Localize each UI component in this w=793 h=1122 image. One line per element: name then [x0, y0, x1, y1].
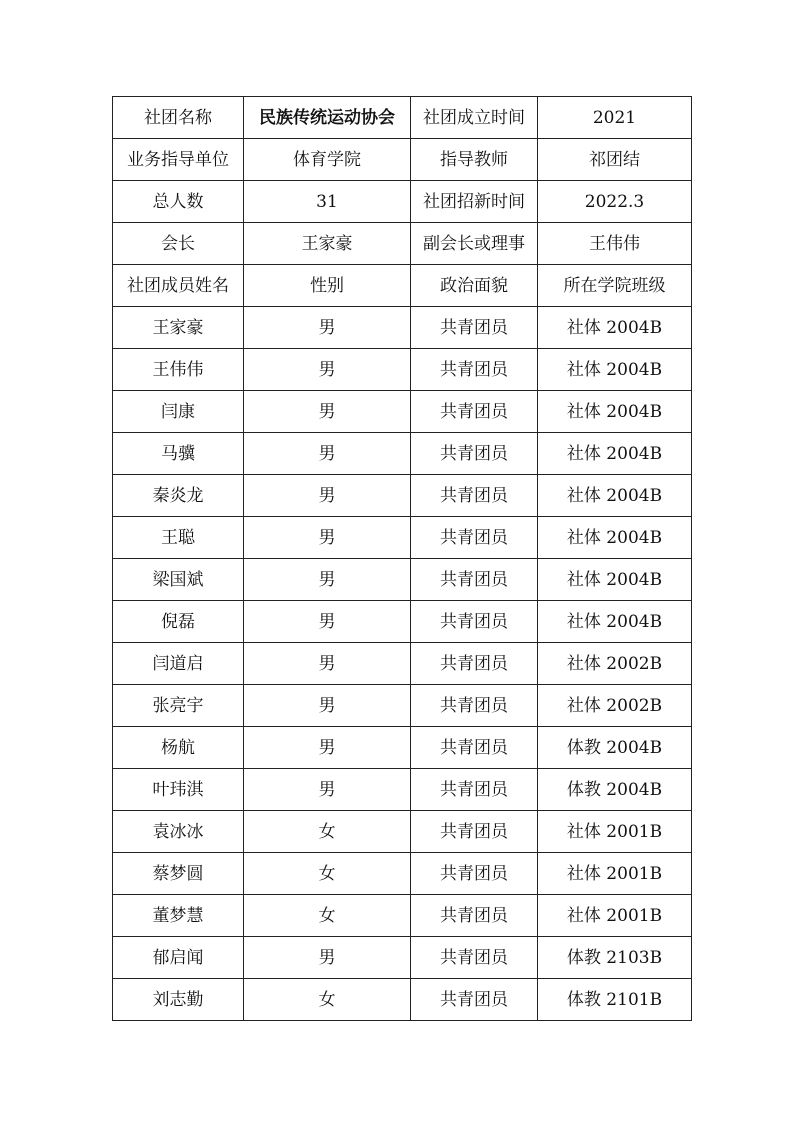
info-row — [113, 139, 692, 181]
member-name-cell: 王家豪 — [113, 307, 244, 349]
member-class-cell: 体教 2103B — [538, 937, 692, 979]
table-row — [113, 475, 692, 517]
member-political-cell: 共青团员 — [411, 601, 538, 643]
table-row — [113, 349, 692, 391]
member-name-cell: 王聪 — [113, 517, 244, 559]
member-count-label: 总人数 — [113, 181, 244, 223]
member-name-cell: 刘志勤 — [113, 979, 244, 1021]
member-gender-cell: 男 — [244, 601, 411, 643]
member-political-cell: 共青团员 — [411, 517, 538, 559]
member-name-cell: 杨航 — [113, 727, 244, 769]
member-name-header: 社团成员姓名 — [113, 265, 244, 307]
member-political-cell: 共青团员 — [411, 937, 538, 979]
table-row — [113, 643, 692, 685]
member-class-cell: 社体 2004B — [538, 475, 692, 517]
table-row — [113, 517, 692, 559]
member-political-cell: 共青团员 — [411, 559, 538, 601]
member-name-cell: 郁启闻 — [113, 937, 244, 979]
table-row — [113, 979, 692, 1021]
member-class-cell: 社体 2004B — [538, 559, 692, 601]
member-political-cell: 共青团员 — [411, 811, 538, 853]
member-political-cell: 共青团员 — [411, 853, 538, 895]
table-row — [113, 811, 692, 853]
member-gender-cell: 男 — [244, 685, 411, 727]
table-row — [113, 937, 692, 979]
table-row — [113, 685, 692, 727]
member-name-cell: 秦炎龙 — [113, 475, 244, 517]
member-class-cell: 社体 2004B — [538, 517, 692, 559]
member-class-cell: 体教 2004B — [538, 727, 692, 769]
member-political-cell: 共青团员 — [411, 685, 538, 727]
table-row — [113, 769, 692, 811]
table-row — [113, 307, 692, 349]
table-row — [113, 727, 692, 769]
member-gender-cell: 男 — [244, 433, 411, 475]
member-gender-cell: 男 — [244, 349, 411, 391]
member-political-cell: 共青团员 — [411, 895, 538, 937]
member-gender-cell: 男 — [244, 559, 411, 601]
president-value: 王家豪 — [244, 223, 411, 265]
political-status-header: 政治面貌 — [411, 265, 538, 307]
member-class-cell: 社体 2004B — [538, 601, 692, 643]
club-name-value: 民族传统运动协会 — [244, 97, 411, 139]
table-row — [113, 601, 692, 643]
info-row — [113, 181, 692, 223]
member-gender-cell: 男 — [244, 769, 411, 811]
member-header-row — [113, 265, 692, 307]
table-row — [113, 391, 692, 433]
member-name-cell: 王伟伟 — [113, 349, 244, 391]
gender-header: 性别 — [244, 265, 411, 307]
member-class-cell: 体教 2004B — [538, 769, 692, 811]
recruit-time-value: 2022.3 — [538, 181, 692, 223]
table-row — [113, 853, 692, 895]
member-class-cell: 社体 2001B — [538, 811, 692, 853]
member-name-cell: 蔡梦圆 — [113, 853, 244, 895]
vice-president-value: 王伟伟 — [538, 223, 692, 265]
table-body — [113, 97, 692, 1021]
member-name-cell: 闫道启 — [113, 643, 244, 685]
member-gender-cell: 男 — [244, 643, 411, 685]
member-class-cell: 社体 2004B — [538, 307, 692, 349]
class-header: 所在学院班级 — [538, 265, 692, 307]
member-gender-cell: 女 — [244, 895, 411, 937]
table-row — [113, 895, 692, 937]
info-row — [113, 223, 692, 265]
member-gender-cell: 男 — [244, 475, 411, 517]
member-political-cell: 共青团员 — [411, 433, 538, 475]
member-name-cell: 叶玮淇 — [113, 769, 244, 811]
member-class-cell: 社体 2001B — [538, 853, 692, 895]
table-row — [113, 559, 692, 601]
founded-label: 社团成立时间 — [411, 97, 538, 139]
member-gender-cell: 男 — [244, 307, 411, 349]
member-gender-cell: 女 — [244, 853, 411, 895]
member-class-cell: 社体 2002B — [538, 643, 692, 685]
member-class-cell: 社体 2001B — [538, 895, 692, 937]
member-count-value: 31 — [244, 181, 411, 223]
member-name-cell: 张亮宇 — [113, 685, 244, 727]
member-name-cell: 马骥 — [113, 433, 244, 475]
info-row — [113, 97, 692, 139]
advisor-label: 指导教师 — [411, 139, 538, 181]
club-member-table — [112, 96, 692, 1021]
member-political-cell: 共青团员 — [411, 979, 538, 1021]
member-name-cell: 倪磊 — [113, 601, 244, 643]
advisor-value: 祁团结 — [538, 139, 692, 181]
founded-value: 2021 — [538, 97, 692, 139]
member-name-cell: 闫康 — [113, 391, 244, 433]
member-gender-cell: 男 — [244, 391, 411, 433]
member-political-cell: 共青团员 — [411, 769, 538, 811]
member-class-cell: 体教 2101B — [538, 979, 692, 1021]
member-gender-cell: 女 — [244, 811, 411, 853]
member-gender-cell: 男 — [244, 727, 411, 769]
member-political-cell: 共青团员 — [411, 727, 538, 769]
member-class-cell: 社体 2004B — [538, 433, 692, 475]
supervising-unit-label: 业务指导单位 — [113, 139, 244, 181]
member-class-cell: 社体 2004B — [538, 349, 692, 391]
member-gender-cell: 女 — [244, 979, 411, 1021]
recruit-time-label: 社团招新时间 — [411, 181, 538, 223]
member-class-cell: 社体 2004B — [538, 391, 692, 433]
member-political-cell: 共青团员 — [411, 391, 538, 433]
member-name-cell: 董梦慧 — [113, 895, 244, 937]
member-name-cell: 袁冰冰 — [113, 811, 244, 853]
club-name-label: 社团名称 — [113, 97, 244, 139]
member-political-cell: 共青团员 — [411, 307, 538, 349]
member-name-cell: 梁国斌 — [113, 559, 244, 601]
member-gender-cell: 男 — [244, 517, 411, 559]
member-political-cell: 共青团员 — [411, 643, 538, 685]
member-political-cell: 共青团员 — [411, 349, 538, 391]
member-gender-cell: 男 — [244, 937, 411, 979]
supervising-unit-value: 体育学院 — [244, 139, 411, 181]
member-political-cell: 共青团员 — [411, 475, 538, 517]
member-class-cell: 社体 2002B — [538, 685, 692, 727]
vice-president-label: 副会长或理事 — [411, 223, 538, 265]
president-label: 会长 — [113, 223, 244, 265]
table-row — [113, 433, 692, 475]
